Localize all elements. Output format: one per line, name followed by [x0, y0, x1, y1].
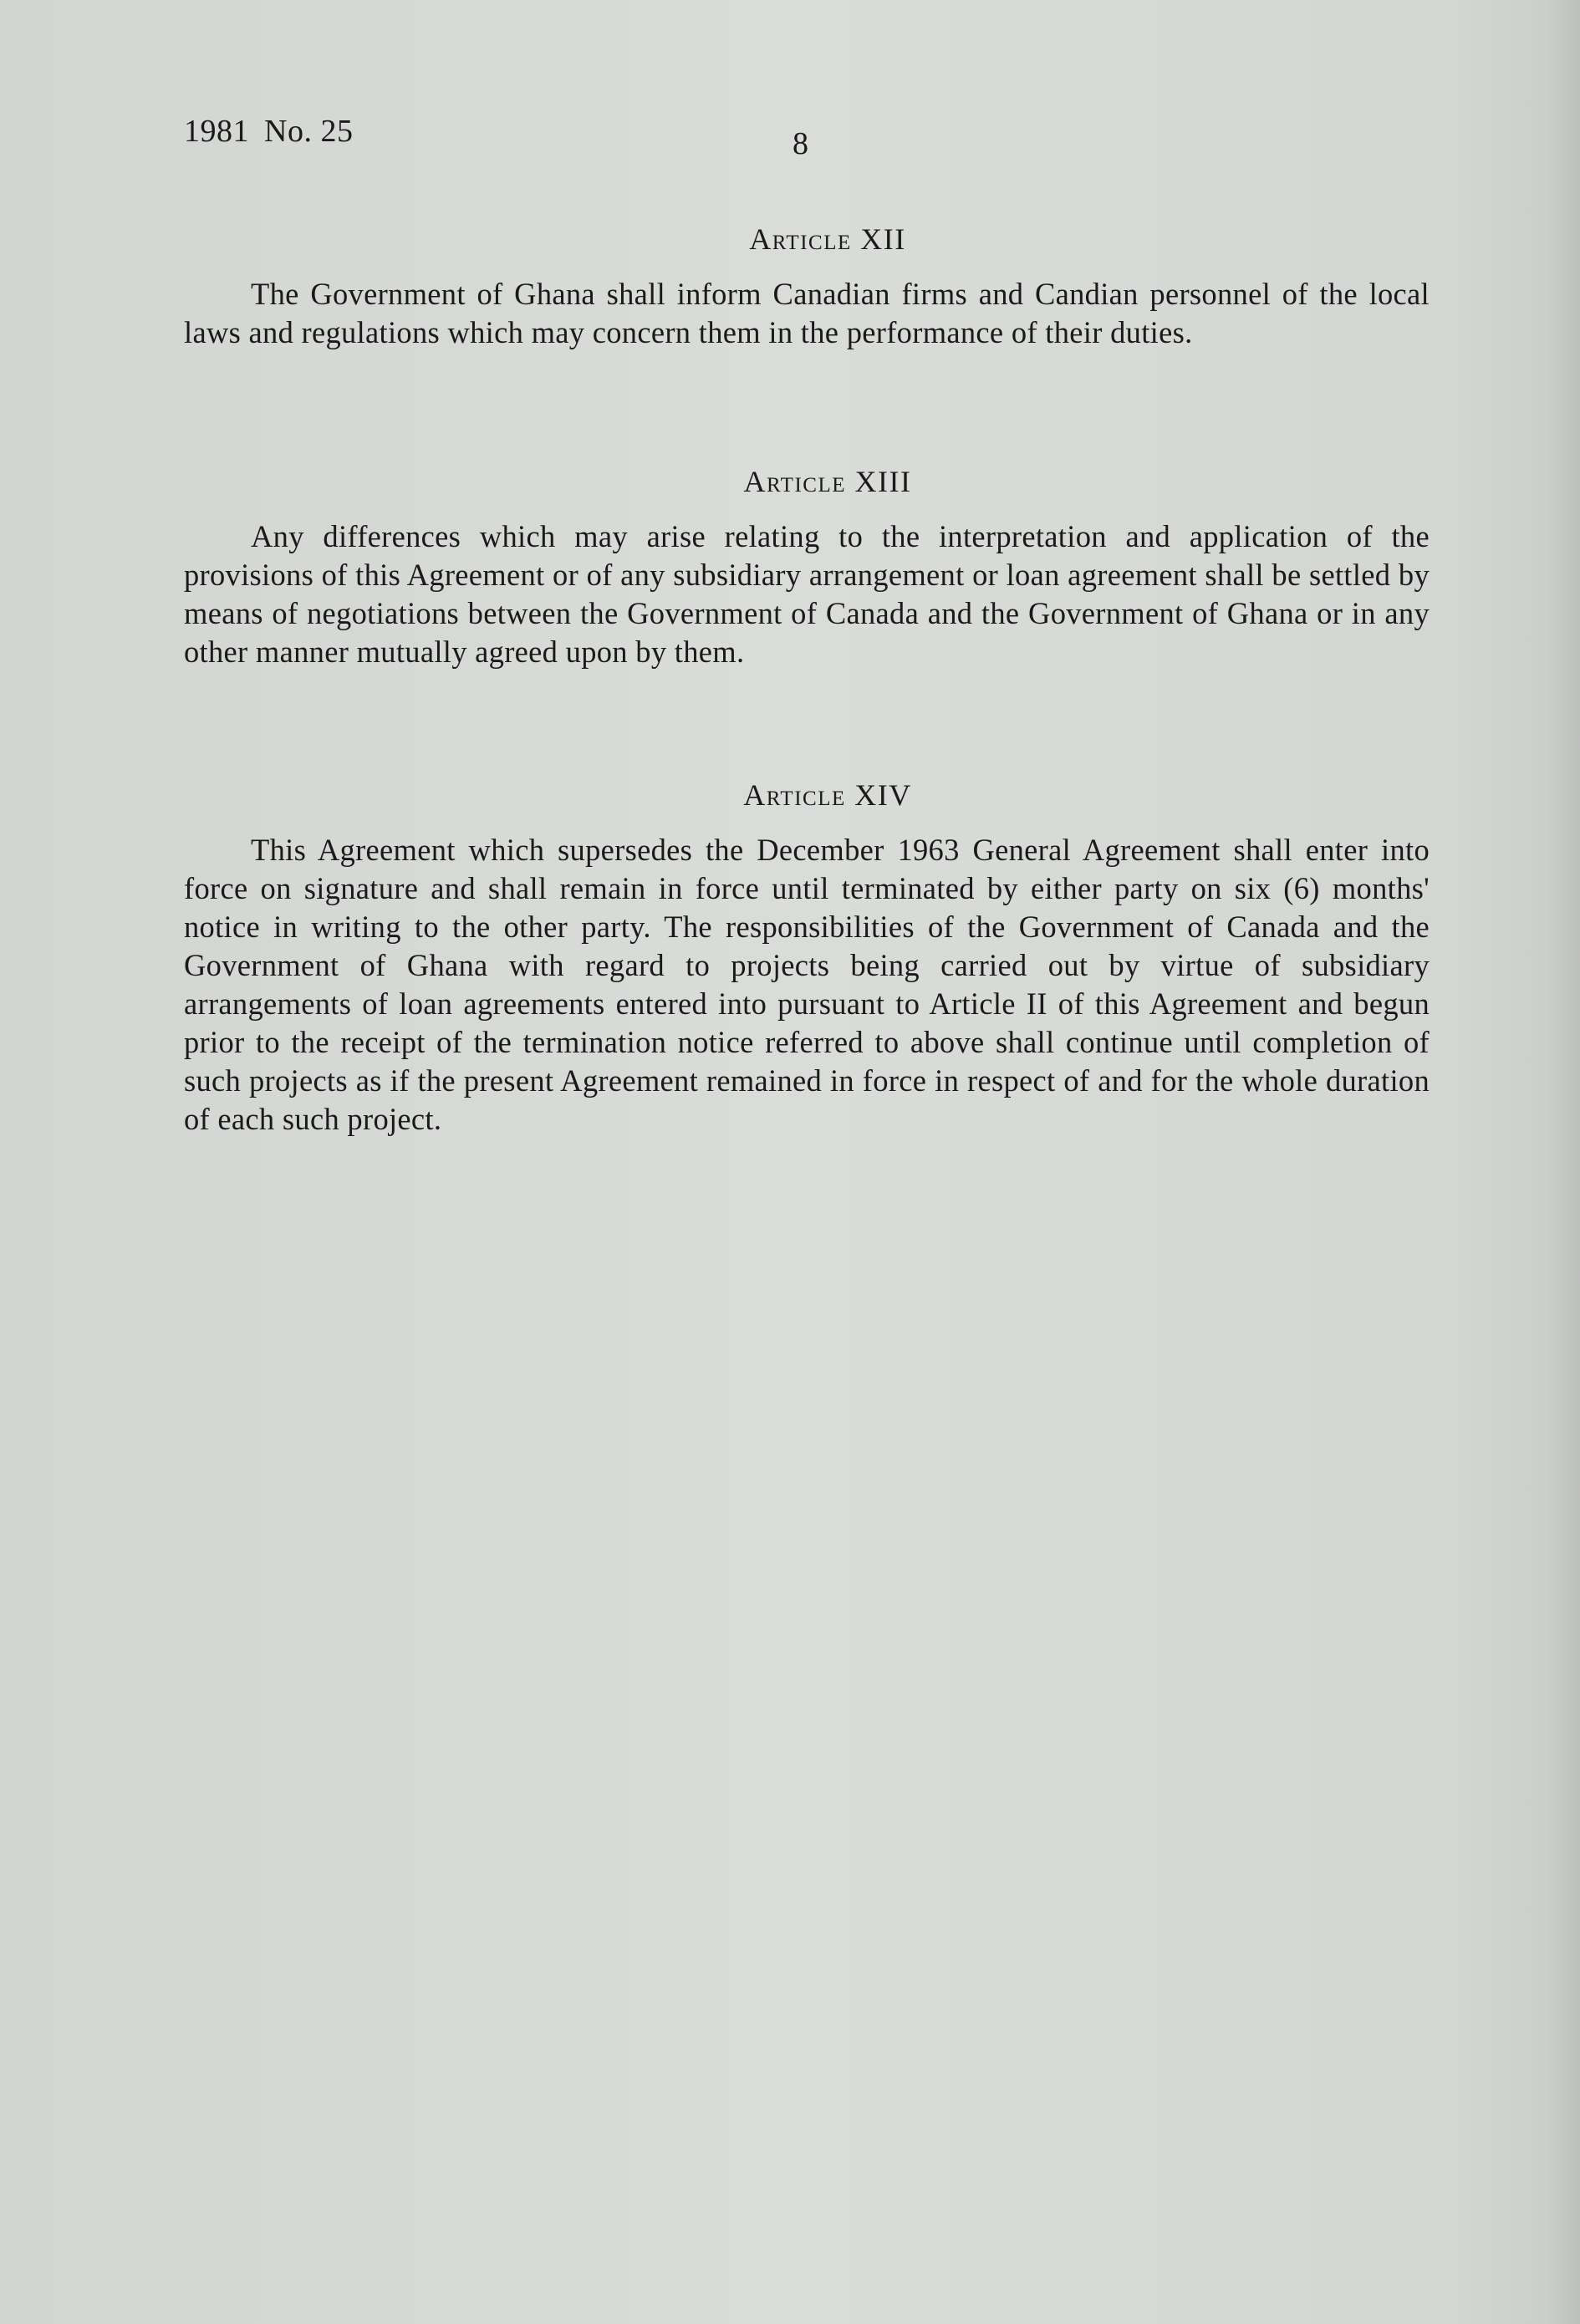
- act-number: No. 25: [264, 114, 354, 149]
- article-13: [184, 464, 1430, 671]
- article-12: [184, 222, 1430, 352]
- gazette-reference: [184, 113, 353, 150]
- year: 1981: [184, 114, 249, 149]
- article-heading: Article XII: [749, 222, 906, 256]
- article-body: The Government of Ghana shall inform Canadian firms and Candian personnel of the local laws and regulations which may concern them in the performance of their duties.: [184, 277, 1430, 349]
- page-number: 8: [793, 126, 808, 161]
- article-14: [184, 777, 1430, 1139]
- article-heading: Article XIV: [743, 778, 912, 812]
- article-heading: Article XIII: [743, 465, 912, 498]
- article-body: This Agreement which supersedes the December 1963 General Agreement shall enter into force on signature and shall remain in force until terminated by either party on six (6) months' notice in writing to the other party. The responsibilities of the Government of Canada and the Government of Ghana with regard to projects being carried out by virtue of subsidiary arrangements of loan agreements entered into pursuant to Article II of this Agreement and begun prior to the receipt of the termination notice referred to above shall continue until completion of such projects as if the present Agreement remained in force in respect of and for the whole duration of each such project.: [184, 833, 1430, 1136]
- article-body: Any differences which may arise relating to the interpretation and application of the provisions of this Agreement or of any subsidiary arrangement or loan agreement shall be settled by means of negotiations between the Government of Canada and the Government of Ghana or in any other manner mutually agreed upon by them.: [184, 519, 1430, 669]
- page-edge-shadow: [1548, 0, 1580, 2324]
